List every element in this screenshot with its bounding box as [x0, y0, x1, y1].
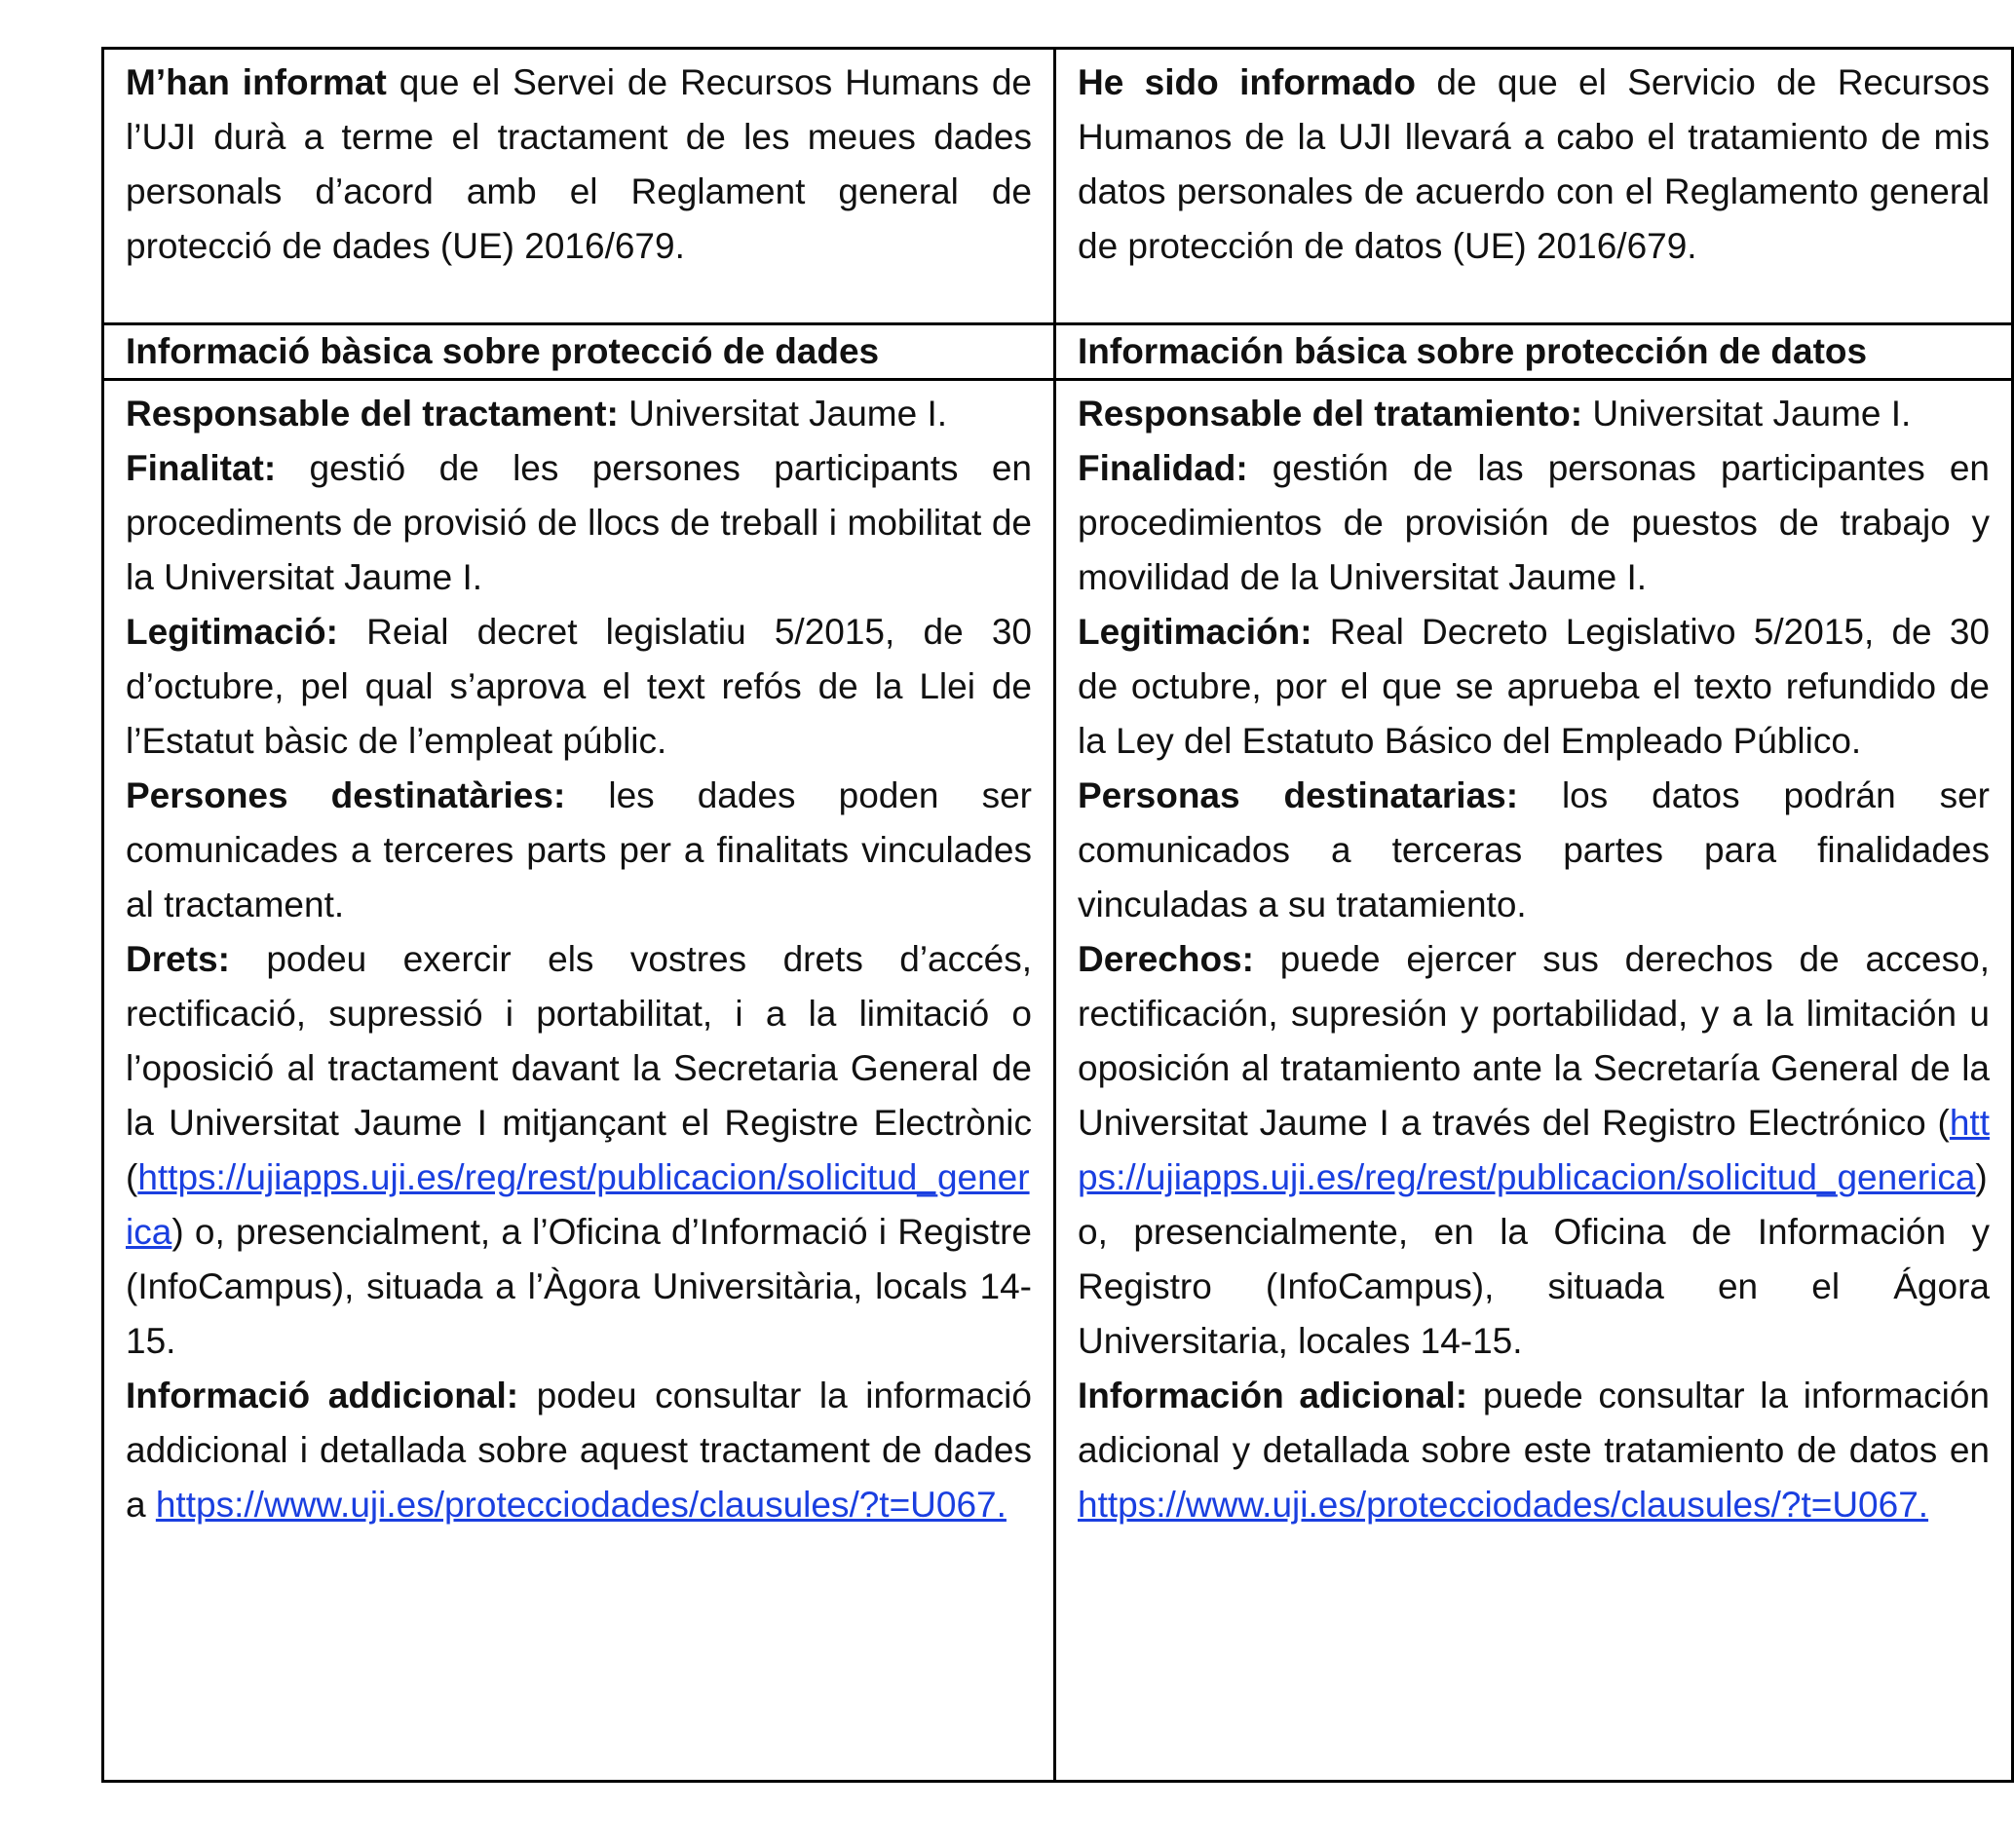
responsable-label-spanish: Responsable del tratamiento:	[1078, 394, 1583, 434]
intro-cell-catalan	[103, 49, 1055, 324]
intro-cell-spanish	[1055, 49, 2013, 324]
intro-paragraph-spanish	[1078, 56, 1990, 274]
intro-row	[103, 49, 2013, 324]
finalitat-text: gestió de les persones participants en procediments de provisió de llocs de treball i mobilitat de la Universitat Jaume I.	[126, 448, 1032, 597]
legitimacion-text: Real Decreto Legislativo 5/2015, de 30 de octubre, por el que se aprueba el texto refundido de la Ley del Estatuto Básico del Empleado Público.	[1078, 612, 1990, 761]
drets-label: Drets:	[126, 939, 230, 979]
destinatarias-text: los datos podrán ser comunicados a terceras partes para finalidades vinculadas a su tratamiento.	[1078, 775, 1990, 924]
destinatarias-label: Personas destinatarias:	[1078, 775, 1519, 815]
destinataries-text: les dades poden ser comunicades a terceres parts per a finalitats vinculades al tractament.	[126, 775, 1032, 924]
drets-text-after: ) o, presencialment, a l’Oficina d’Informació i Registre (InfoCampus), situada a l’Àgora Universitària, locals 14-15.	[126, 1212, 1032, 1361]
legitimacion-paragraph	[1078, 605, 1990, 769]
intro-paragraph-catalan	[126, 56, 1032, 274]
derechos-text-after: ) o, presencialmente, en la Oficina de Información y Registro (InfoCampus), situada en el Ágora Universitaria, locales 14-15.	[1078, 1157, 1990, 1361]
legitimacio-text: Reial decret legislatiu 5/2015, de 30 d’octubre, pel qual s’aprova el text refós de la Llei de l’Estatut bàsic de l’empleat públic.	[126, 612, 1032, 761]
responsable-label-catalan: Responsable del tractament:	[126, 394, 619, 434]
destinatarias-paragraph	[1078, 769, 1990, 932]
intro-text-catalan: que el Servei de Recursos Humans de l’UJI durà a terme el tractament de les meues dades personals d’acord amb el Reglament general de protecció de dades (UE) 2016/679.	[126, 62, 1032, 266]
finalidad-label: Finalidad:	[1078, 448, 1248, 488]
responsable-paragraph-spanish	[1078, 387, 1990, 441]
responsable-paragraph-catalan	[126, 387, 1032, 441]
adicional-label: Información adicional:	[1078, 1376, 1468, 1415]
registro-electronico-link[interactable]: https://ujiapps.uji.es/reg/rest/publicacion/solicitud_generica	[1078, 1103, 1990, 1197]
adicional-paragraph	[1078, 1369, 1990, 1532]
responsable-text-catalan: Universitat Jaume I.	[618, 394, 948, 434]
intro-lead-spanish: He sido informado	[1078, 62, 1416, 102]
data-protection-table	[101, 47, 2014, 1783]
legitimacio-label: Legitimació:	[126, 612, 338, 652]
derechos-text-before: puede ejercer sus derechos de acceso, rectificación, supresión y portabilidad, y a la limitación u oposición al tratamiento ante la Secretaría General de la Universitat Jaume I a través del Registro Electrónico (	[1078, 939, 1990, 1143]
destinataries-label: Persones destinatàries:	[126, 775, 566, 815]
drets-text-before: podeu exercir els vostres drets d’accés, rectificació, supressió i portabilitat, i a la limitació o l’oposició al tractament davant la Secretaria General de la Universitat Jaume I mitjançant el Registre Electrònic (	[126, 939, 1032, 1197]
registre-electronic-link[interactable]: https://ujiapps.uji.es/reg/rest/publicacion/solicitud_generica	[126, 1157, 1030, 1252]
legitimacion-label: Legitimación:	[1078, 612, 1312, 652]
body-row	[103, 380, 2013, 1782]
clausules-link-spanish[interactable]: https://www.uji.es/protecciodades/clausules/?t=U067.	[1078, 1485, 1929, 1525]
intro-text-spanish: de que el Servicio de Recursos Humanos de la UJI llevará a cabo el tratamiento de mis datos personales de acuerdo con el Reglamento general de protección de datos (UE) 2016/679.	[1078, 62, 1990, 266]
responsable-text-spanish: Universitat Jaume I.	[1582, 394, 1912, 434]
intro-lead-catalan: M’han informat	[126, 62, 387, 102]
derechos-paragraph	[1078, 932, 1990, 1369]
adicional-text: puede consultar la información adicional y detallada sobre este tratamiento de datos en	[1078, 1376, 1990, 1470]
header-catalan: Informació bàsica sobre protecció de dades	[103, 324, 1055, 380]
derechos-label: Derechos:	[1078, 939, 1254, 979]
finalidad-paragraph	[1078, 441, 1990, 605]
body-cell-catalan	[103, 380, 1055, 1782]
drets-paragraph	[126, 932, 1032, 1369]
clausules-link-catalan[interactable]: https://www.uji.es/protecciodades/clausules/?t=U067.	[155, 1485, 1007, 1525]
header-spanish: Información básica sobre protección de datos	[1055, 324, 2013, 380]
finalidad-text: gestión de las personas participantes en procedimientos de provisión de puestos de trabajo y movilidad de la Universitat Jaume I.	[1078, 448, 1990, 597]
legitimacio-paragraph	[126, 605, 1032, 769]
header-row	[103, 324, 2013, 380]
destinataries-paragraph	[126, 769, 1032, 932]
addicional-label: Informació addicional:	[126, 1376, 519, 1415]
finalitat-paragraph	[126, 441, 1032, 605]
body-cell-spanish	[1055, 380, 2013, 1782]
addicional-text: podeu consultar la informació addicional i detallada sobre aquest tractament de dades a	[126, 1376, 1032, 1525]
addicional-paragraph	[126, 1369, 1032, 1532]
finalitat-label: Finalitat:	[126, 448, 277, 488]
